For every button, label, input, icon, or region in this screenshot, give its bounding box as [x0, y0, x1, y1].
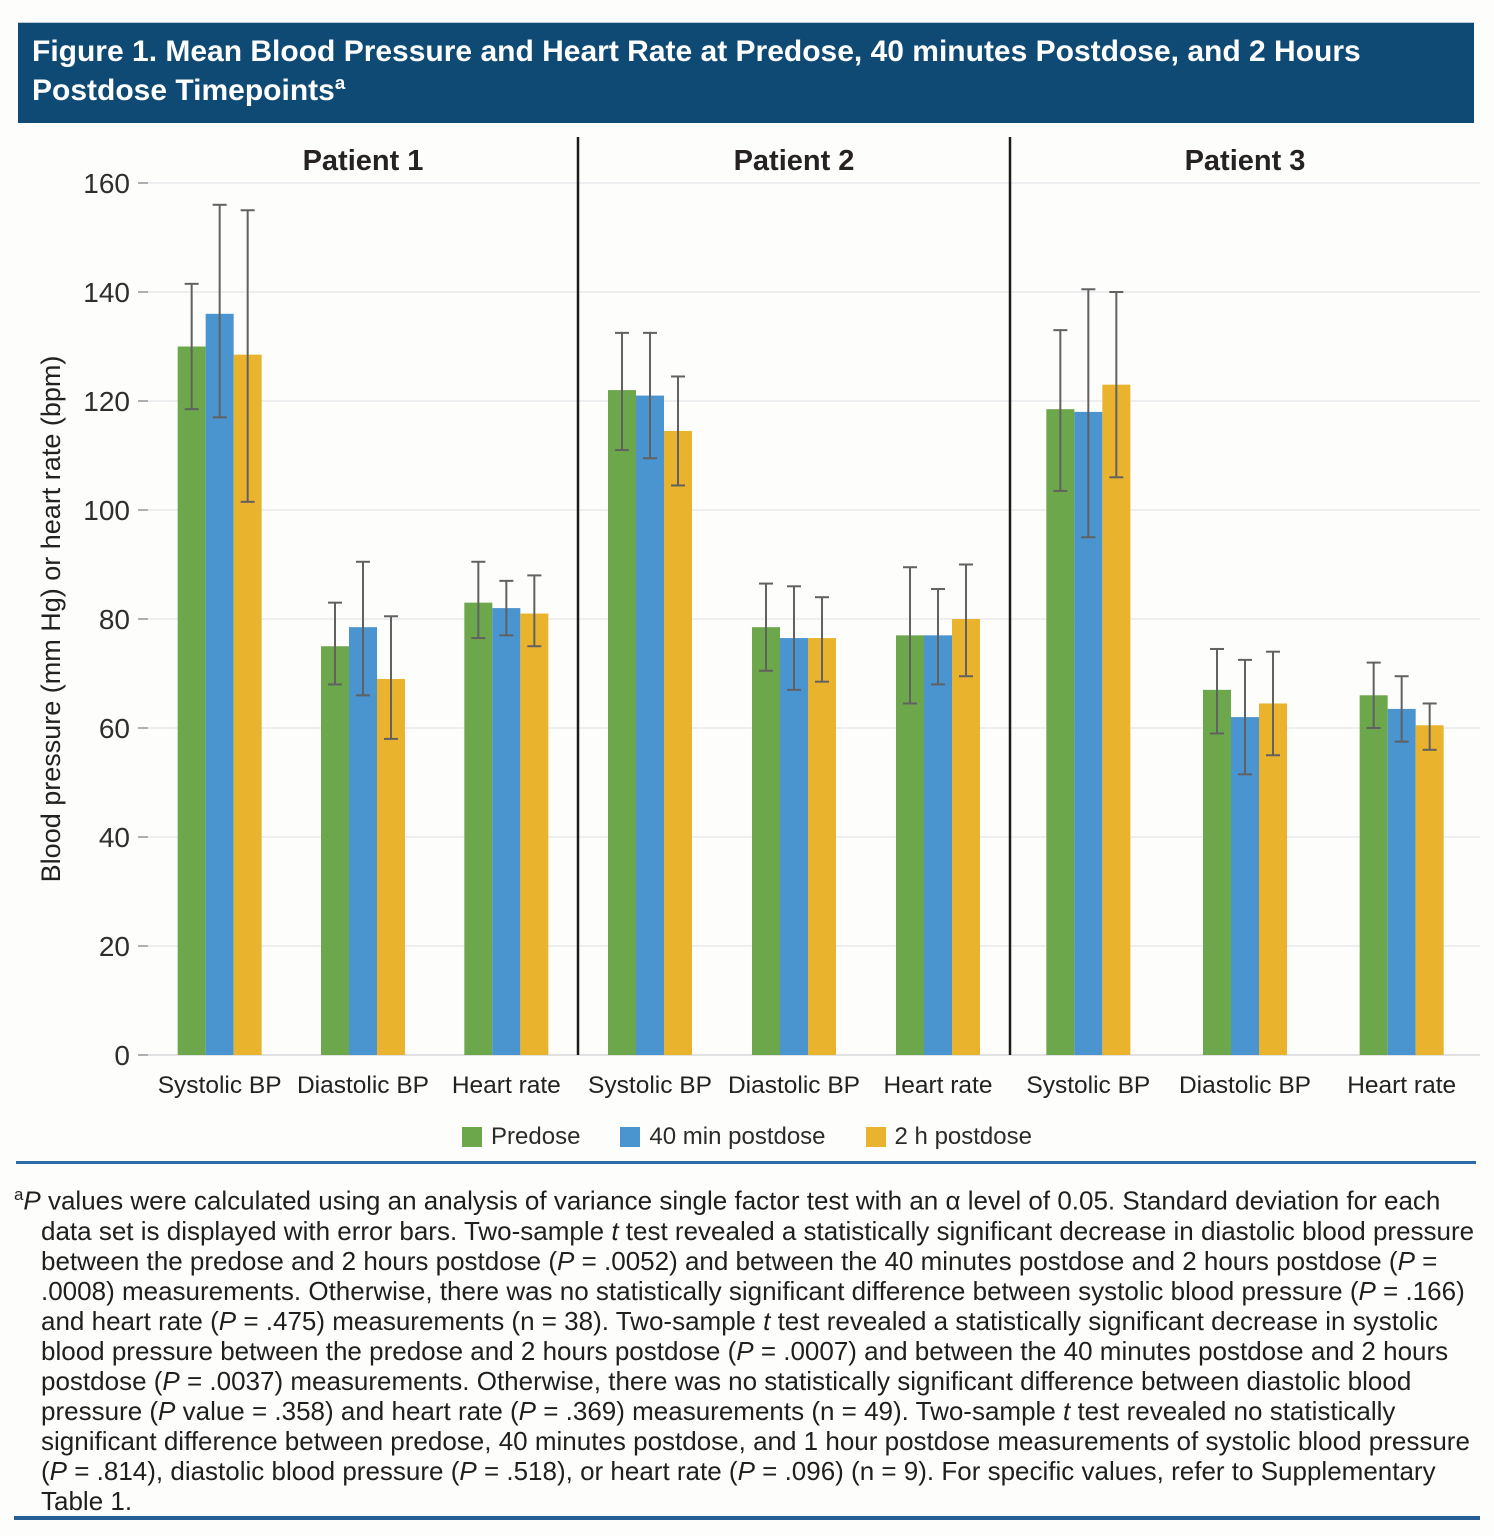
y-tick-label: 100 [83, 495, 130, 526]
bar [1416, 725, 1444, 1055]
footnote-text: = .475) measurements (n = 38). Two-sample [236, 1305, 764, 1336]
footnote-text: P [518, 1395, 537, 1426]
figure-title: Figure 1. Mean Blood Pressure and Heart Rate at Predose, 40 minutes Postdose, and 2 Hours Postdose Timepoints [32, 35, 1361, 108]
y-tick-label: 160 [83, 168, 130, 199]
bar [952, 619, 980, 1055]
footnote-text: test revealed no statistically significant difference between predose, 40 minutes postdose, and 1 hour postdose measurements of systolic blood pressure ( [41, 1395, 1470, 1486]
y-tick-label: 40 [98, 822, 130, 853]
y-tick-label: 60 [98, 713, 130, 744]
footnote [14, 1180, 1482, 1516]
footnote-text: P [218, 1305, 237, 1336]
x-category-label: Diastolic BP [727, 1072, 861, 1099]
footnote-text: P [158, 1395, 176, 1426]
footnote-text: P [737, 1455, 755, 1486]
y-tick-label: 80 [98, 604, 130, 635]
legend-swatch-predose-icon [462, 1127, 482, 1147]
y-tick-label: 0 [114, 1040, 130, 1071]
legend-label-2h-postdose: 2 h postdose [894, 1123, 1032, 1150]
bottom-border-line [14, 1516, 1480, 1520]
bar [492, 608, 520, 1055]
footnote-text: = .0007) and between the 40 minutes postdose and 2 hours postdose ( [41, 1335, 1449, 1396]
bar [1102, 385, 1130, 1055]
footnote-text: = .0052) and between the 40 minutes postdose and 2 hours postdose ( [574, 1245, 1398, 1276]
legend-item-predose [462, 1123, 580, 1151]
x-category-label: Diastolic BP [1178, 1072, 1312, 1099]
footnote-text: t [611, 1215, 619, 1246]
bar [321, 646, 349, 1055]
footnote-text: P [1358, 1275, 1376, 1306]
footnote-text: P [162, 1365, 180, 1396]
y-tick-label: 20 [98, 931, 130, 962]
y-axis-title: Blood pressure (mm Hg) or heart rate (bpm) [36, 355, 66, 883]
legend-item-2h-postdose [866, 1123, 1032, 1151]
chart-legend [0, 1120, 1494, 1154]
footnote-text: t [1063, 1395, 1071, 1426]
panel-label: Patient 1 [302, 145, 424, 177]
bar [780, 638, 808, 1055]
footnote-text: P [459, 1455, 477, 1486]
footnote-text: P [557, 1245, 575, 1276]
footnote-text: = .166) and heart rate ( [41, 1275, 1465, 1336]
legend-label-predose: Predose [491, 1123, 581, 1150]
bar [664, 431, 692, 1055]
bar [206, 314, 234, 1055]
bar [178, 347, 206, 1056]
footnote-text: P [736, 1335, 754, 1366]
figure-title-footnote-marker: a [334, 72, 346, 94]
footnote-text: = .0037) measurements. Otherwise, there was no statistically significant difference between diastolic blood pressure ( [41, 1365, 1412, 1426]
footnote-text: t [763, 1305, 771, 1336]
footnote-text: test revealed a statistically significant decrease in systolic blood pressure between the predose and 2 hours postdose ( [41, 1305, 1438, 1366]
panel-label: Patient 2 [733, 145, 855, 177]
x-category-label: Heart rate [883, 1072, 993, 1099]
separator-line [16, 1161, 1476, 1164]
footnote-text: = .814), diastolic blood pressure ( [67, 1455, 460, 1486]
bar [924, 635, 952, 1055]
legend-item-40min-postdose [620, 1123, 825, 1151]
x-category-label: Heart rate [451, 1072, 561, 1099]
figure-title-bar [18, 22, 1474, 123]
x-category-label: Systolic BP [157, 1072, 282, 1099]
bar [464, 603, 492, 1055]
bar [520, 614, 548, 1055]
x-category-label: Heart rate [1347, 1072, 1457, 1099]
bar [808, 638, 836, 1055]
bar [1360, 695, 1388, 1055]
footnote-text: test revealed a statistically significant decrease in diastolic blood pressure between the predose and 2 hours postdose ( [41, 1215, 1475, 1276]
footnote-text: values were calculated using an analysis of variance single factor test with an α level of 0.05. Standard deviation for each data set is displayed with error bars. Two-sample [40, 1185, 1441, 1246]
footnote-text: = .096) (n = 9). For specific values, refer to Supplementary Table 1. [41, 1455, 1436, 1516]
footnote-text: value = .358) and heart rate ( [175, 1395, 519, 1426]
footnote-text: P [23, 1185, 41, 1216]
legend-swatch-40min-postdose-icon [620, 1127, 640, 1147]
x-category-label: Diastolic BP [296, 1072, 430, 1099]
footnote-text: = .518), or heart rate ( [476, 1455, 738, 1486]
bar [1046, 409, 1074, 1055]
bar [752, 627, 780, 1055]
x-category-label: Systolic BP [588, 1072, 712, 1099]
y-tick-label: 120 [83, 386, 130, 417]
bar [1388, 709, 1416, 1055]
legend-label-40min-postdose: 40 min postdose [649, 1123, 826, 1150]
footnote-text: P [1397, 1245, 1415, 1276]
legend-swatch-2h-postdose-icon [866, 1127, 886, 1147]
bar [608, 390, 636, 1055]
bar [1203, 690, 1231, 1055]
bar [636, 396, 664, 1055]
panel-label: Patient 3 [1184, 145, 1306, 177]
footnote-text: P [49, 1455, 68, 1486]
y-tick-label: 140 [83, 277, 130, 308]
footnote-marker: a [14, 1185, 24, 1204]
x-category-label: Systolic BP [1026, 1072, 1151, 1099]
footnote-text: = .369) measurements (n = 49). Two-sample [536, 1395, 1063, 1426]
footnote-text: = .0008) measurements. Otherwise, there was no statistically significant difference between systolic blood pressure ( [41, 1245, 1438, 1306]
